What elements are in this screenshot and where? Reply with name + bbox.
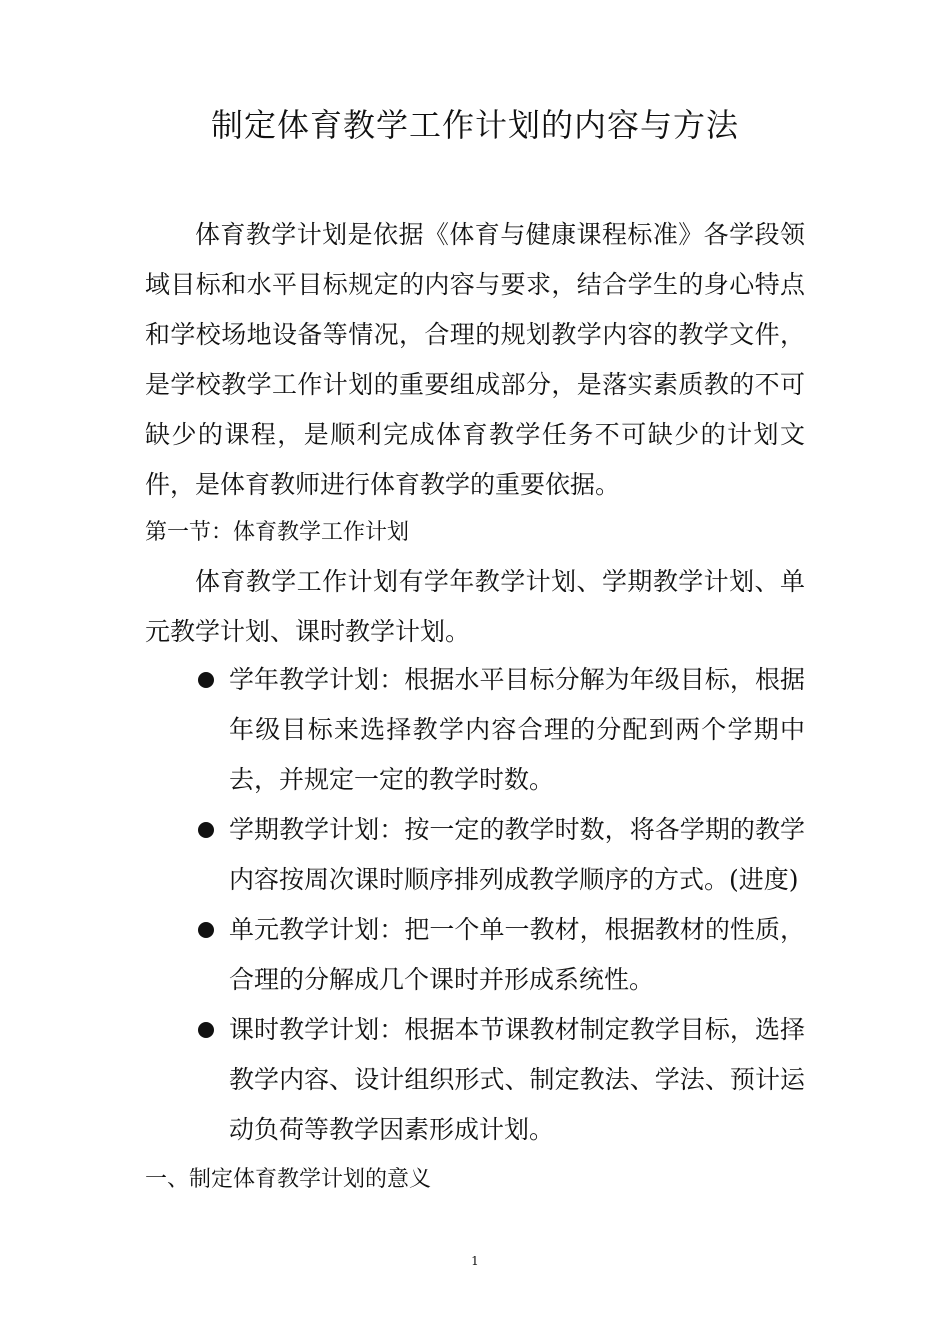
list-item-text: 学期教学计划：按一定的教学时数，将各学期的教学内容按周次课时顺序排列成教学顺序的方式。(进度) (229, 815, 805, 894)
bullet-icon (198, 672, 214, 688)
list-item (145, 905, 805, 1005)
list-item-text: 课时教学计划：根据本节课教材制定教学目标，选择教学内容、设计组织形式、制定教法、学法、预计运动负荷等教学因素形成计划。 (229, 1015, 805, 1144)
list-item (145, 1005, 805, 1155)
section-paragraph: 体育教学工作计划有学年教学计划、学期教学计划、单元教学计划、课时教学计划。 (145, 567, 805, 646)
list-item-text: 单元教学计划：把一个单一教材，根据教材的性质，合理的分解成几个课时并形成系统性。 (229, 915, 805, 994)
intro-paragraph: 体育教学计划是依据《体育与健康课程标准》各学段领域目标和水平目标规定的内容与要求，结合学生的身心特点和学校场地设备等情况，合理的规划教学内容的教学文件，是学校教学工作计划的重要组成部分，是落实素质教的不可缺少的课程，是顺利完成体育教学任务不可缺少的计划文件，是体育教师进行体育教学的重要依据。 (145, 220, 805, 499)
document-title: 制定体育教学工作计划的内容与方法 (210, 106, 739, 144)
section-heading: 第一节：体育教学工作计划 (145, 520, 410, 545)
list-item (145, 655, 805, 805)
plan-type-list (145, 655, 805, 1155)
bullet-icon (198, 1022, 214, 1038)
page-number: 1 (471, 1254, 479, 1268)
bullet-icon (198, 822, 214, 838)
bullet-icon (198, 922, 214, 938)
list-item (145, 805, 805, 905)
subheading: 一、制定体育教学计划的意义 (145, 1167, 432, 1192)
list-item-text: 学年教学计划：根据水平目标分解为年级目标，根据年级目标来选择教学内容合理的分配到两个学期中去，并规定一定的教学时数。 (229, 665, 805, 794)
